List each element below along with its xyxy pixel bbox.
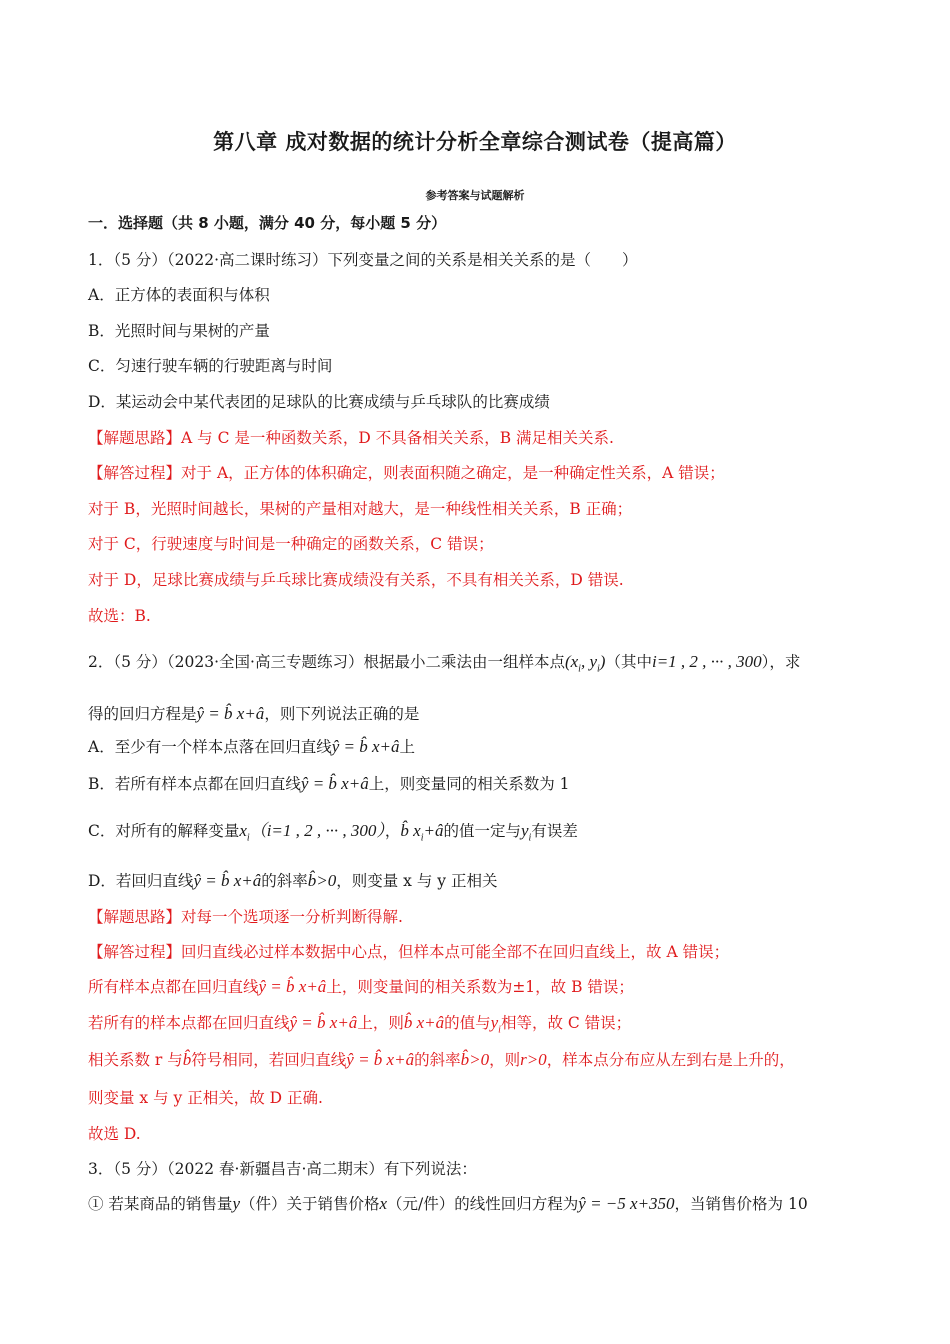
q2-optD-cond: b̂>0 [307,871,337,890]
q1-proc-tag: 【解答过程】 [88,464,182,482]
q2-proc1-text: 回归直线必过样本数据中心点，但样本点可能全部不在回归直线上，故 A 错误； [181,943,730,961]
q1-idea-tag: 【解题思路】 [88,429,182,447]
page-title: 第八章 成对数据的统计分析全章综合测试卷（提高篇） [213,130,737,154]
q3-item1-text: ① 若某商品的销售量 [88,1195,233,1213]
q2-optC-x: x [239,821,247,840]
q1-proc1-text: 对于 A，正方体的体积确定，则表面积随之确定，是一种确定性关系，A 错误； [181,464,725,482]
q2-proc4-cond: b̂>0 [460,1050,490,1069]
q1-option-a: A．正方体的表面积与体积 [88,286,270,304]
q2-optC-expr-main: b̂ x [400,821,421,840]
q2-option-b [88,773,570,795]
q2-proc4-mid3: ，则 [489,1051,521,1069]
q1-process-3: 对于 C，行驶速度与时间是一种确定的函数关系，C 错误； [88,535,494,553]
q2-proc4-r: r>0 [520,1050,547,1069]
q2-proc4-eq: ŷ = b̂ x+â [346,1050,415,1069]
q2-proc3-mid: 上，则 [357,1014,404,1032]
q2-stem-c: ），求 [761,653,801,671]
q2-proc3-yi [490,1013,501,1036]
q3-item1-tail: ，当销售价格为 10 [674,1195,808,1213]
q2-process-4 [88,1049,795,1071]
q2-proc2-tail: 上，则变量间的相关系数为±1，故 B 错误； [326,978,634,996]
q2-optD-tail: ，则变量 x 与 y 正相关 [336,872,498,890]
q2-optA-eq: ŷ = b̂ x+â [331,737,400,756]
q3-item1-x: x [379,1194,388,1213]
q2-optC-mid: 的值一定与 [443,822,521,840]
q1-idea [88,427,614,449]
q2-stem-line2 [88,703,419,725]
q2-stem-a: 2．（5 分）（2023·全国·高三专题练习）根据最小二乘法由一组样本点 [88,653,565,671]
q2-optB-tail: 上，则变量同的相关系数为 1 [368,775,570,793]
q2-proc3-y-sub: i [498,1024,501,1036]
q2-proc3-tail: 相等，故 C 错误； [500,1014,632,1032]
q2-process-3 [88,1012,631,1041]
q2-optA-text: A．至少有一个样本点落在回归直线 [88,738,332,756]
q2-proc3-text: 若所有的样本点都在回归直线 [88,1014,290,1032]
q2-pt-open: (x [564,652,579,671]
q2-optC-yi [521,821,532,844]
q2-optC-y: y [521,821,529,840]
q2-stem-line1 [88,651,800,680]
q3-stem: 3．（5 分）（2022 春·新疆昌吉·高二期末）有下列说法： [88,1160,477,1178]
q2-optB-eq: ŷ = b̂ x+â [300,774,369,793]
q2-process-5: 则变量 x 与 y 正相关，故 D 正确. [88,1089,323,1107]
q2-optC-var [239,821,250,844]
q3-item1-eq: ŷ = −5 x+350 [578,1194,675,1213]
q1-option-d: D．某运动会中某代表团的足球队的比赛成绩与乒乓球队的比赛成绩 [88,393,550,411]
q2-pt-sub1: i [578,663,581,675]
q2-optD-eq: ŷ = b̂ x+â [193,871,262,890]
q2-optD-text: D．若回归直线 [88,872,194,890]
q2-option-a [88,736,415,758]
q2-pt-close: ) [599,652,606,671]
q1-option-c: C．匀速行驶车辆的行驶距离与时间 [88,357,333,375]
q2-idea-tag: 【解题思路】 [88,908,182,926]
q2-optC-y-sub: i [528,832,532,844]
q2-sample-point [564,652,606,675]
q1-process-2: 对于 B，光照时间越长，果树的产量相对越大，是一种线性相关关系，B 正确； [88,500,633,518]
q2-proc4-mid2: 的斜率 [414,1051,461,1069]
q2-proc3-expr: b̂ x+â [403,1013,445,1032]
q2-idea-text: 对每一个选项逐一分析判断得解. [181,908,403,926]
q2-pt-sub2: i [597,663,600,675]
q2-idea [88,906,403,928]
section-heading: 一．选择题（共 8 小题，满分 40 分，每小题 5 分） [88,214,447,232]
q2-pt-mid: , y [580,652,597,671]
q2-optC-expr-tail: +â [423,821,444,840]
q2-proc3-y: y [490,1013,499,1032]
q3-item1-mid2: （元/件）的线性回归方程为 [387,1195,579,1213]
q2-regression-eq: ŷ = b̂ x+â [196,704,265,723]
q1-answer: 故选：B. [88,607,151,625]
q2-optC-expr-sub: i [420,832,424,844]
q2-optC-x-sub: i [246,832,250,844]
q2-proc2-eq: ŷ = b̂ x+â [258,977,327,996]
q2-process-2 [88,976,634,998]
q2-optA-tail: 上 [399,738,416,756]
q2-stem2-b: ，则下列说法正确的是 [264,705,420,723]
q2-stem2-a: 得的回归方程是 [88,705,197,723]
page-subtitle: 参考答案与试题解析 [425,189,525,202]
q2-proc3-mid2: 的值与 [444,1014,491,1032]
q1-process-1 [88,462,725,484]
q2-optC-range: （i=1 , 2 , ··· , 300） [249,821,385,840]
q2-stem-b: （其中 [605,653,652,671]
q2-answer: 故选 D. [88,1125,141,1143]
q2-proc4-bhat: b̂ [182,1050,192,1069]
q2-optB-text: B．若所有样本点都在回归直线 [88,775,301,793]
q2-option-d [88,870,497,892]
q2-optC-text: C．对所有的解释变量 [88,822,240,840]
q1-stem: 1．（5 分）（2022·高二课时练习）下列变量之间的关系是相关关系的是（ ） [88,251,638,269]
q1-process-4: 对于 D，足球比赛成绩与乒乓球比赛成绩没有关系，不具有相关关系，D 错误. [88,571,624,589]
q2-optD-mid: 的斜率 [261,872,308,890]
q3-item1-mid: （件）关于销售价格 [239,1195,380,1213]
q3-item1-y: y [232,1194,240,1213]
q2-process-1 [88,941,729,963]
q2-optC-expr [400,821,444,844]
q2-optC-tail: 有误差 [531,822,578,840]
q2-index-range: i=1 , 2 , ··· , 300 [651,652,762,671]
q2-optC-comma: ， [384,822,401,840]
q2-proc4-tail: ，样本点分布应从左到右是上升的， [546,1051,795,1069]
q1-option-b: B．光照时间与果树的产量 [88,322,270,340]
q2-proc-tag: 【解答过程】 [88,943,182,961]
q2-proc4-text: 相关系数 r 与 [88,1051,183,1069]
q3-item-1 [88,1193,808,1215]
q2-option-c [88,820,578,849]
q2-proc4-mid: 符号相同，若回归直线 [191,1051,347,1069]
q1-idea-text: A 与 C 是一种函数关系，D 不具备相关关系，B 满足相关关系. [181,429,614,447]
q2-proc2-text: 所有样本点都在回归直线 [88,978,259,996]
q2-proc3-eq: ŷ = b̂ x+â [289,1013,358,1032]
